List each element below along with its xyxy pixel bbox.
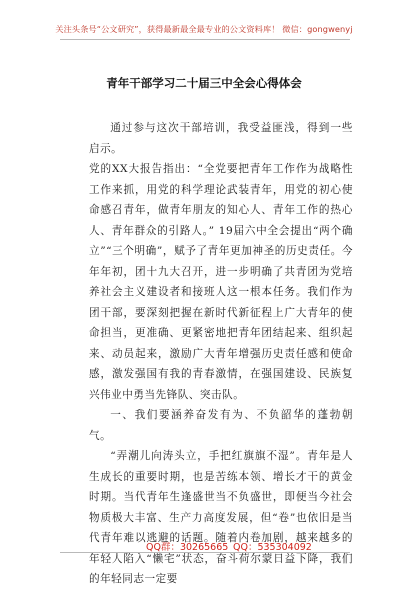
body-paragraph-2: 党的XX大报告指出：“全党要把青年工作作为战略性工作来抓，用党的科学理论武装青年，用党的初心使命感召青年，做青年朋友的知心人、青年工作的热心人、青年群众的引路人。” 19届六中全会提出“两个确立”“三个明确”，赋予了青年更加神圣的历史责任。今年年初，团十九大召开，进一步明确了共青团为党培养社会主义建设者和接班人这一根本任务。我们作为团干部，要深刻把握在新时代新征程上广大青年的使命担当，更准确、更紧密地把青年团结起来、组织起来、动员起来，激励广大青年增强历史责任感和使命感，激发强国有我的青春激情，在强国建设、民族复兴伟业中勇当先锋队、突击队。 xyxy=(89,163,353,401)
header-divider xyxy=(60,39,350,40)
footer-divider xyxy=(60,552,350,553)
body-paragraph-1: 通过参与这次干部培训，我受益匪浅，得到一些启示。 xyxy=(89,122,353,155)
document-title: 青年干部学习二十届三中全会心得体会 xyxy=(106,76,302,90)
body-paragraph-3: “弄潮儿向涛头立，手把红旗旗不湿”。青年是人生成长的重要时期，也是苦练本领、增长才干的黄金时期。当代青年生逢盛世当不负盛世，即便当今社会物质极大丰富、生产力高度发展，但“卷”也依旧是当代青年难以逃避的话题。随着内卷加剧，越来越多的年轻人陷入“懒宅”状态，奋斗荷尔蒙日益下降，我们的年轻同志一定要 xyxy=(89,450,353,585)
footer-qq-number: QQ：535304092 xyxy=(233,542,312,553)
section-heading-1: 一、我们要涵养奋发有为、不负韶华的蓬勃朝气。 xyxy=(89,409,353,442)
header-promo-note: 关注头条号“公文研究”，获得最新最全最专业的公文资料库！ 微信：gongwenyj xyxy=(55,24,353,34)
footer-qq-group: QQ群：30265665 xyxy=(146,542,229,553)
document-body xyxy=(89,118,353,590)
